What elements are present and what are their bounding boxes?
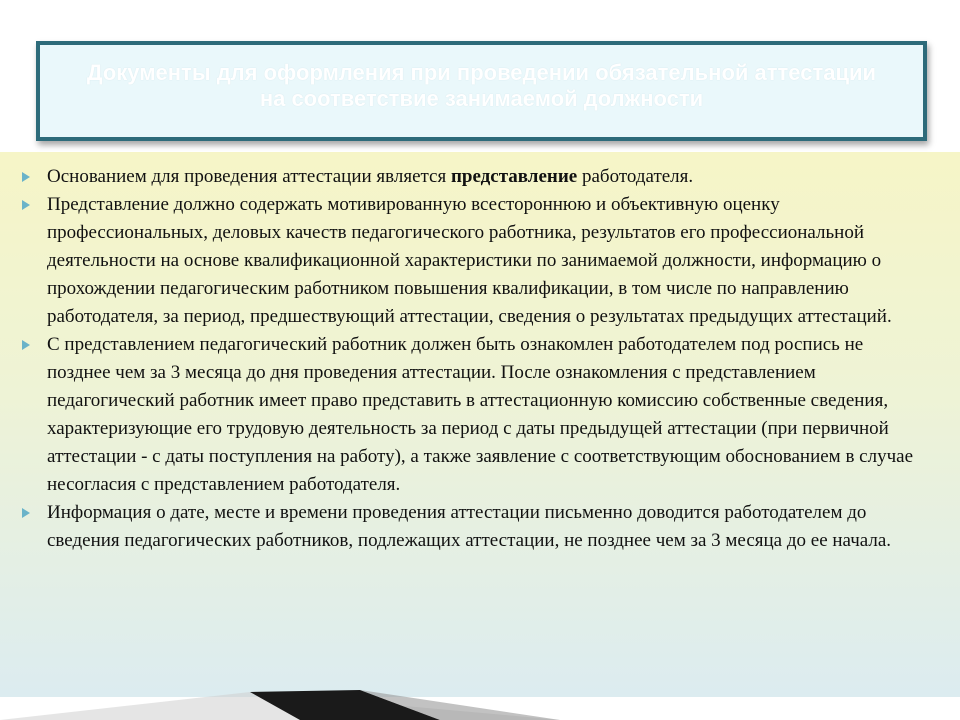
bullet-1-text-end: работодателя. <box>577 166 694 187</box>
bullet-arrow-icon <box>22 172 30 182</box>
bullet-4-text: Информация о дате, месте и времени проведения аттестации письменно доводится работодателем до сведения педагогических работников, подлежащих аттестации, не позднее чем за 3 месяца до ее начала. <box>47 502 892 551</box>
bullet-list <box>22 163 927 555</box>
bullet-item-2 <box>22 191 927 331</box>
decorative-swoosh <box>0 690 960 720</box>
title-box <box>36 41 927 141</box>
bullet-arrow-icon <box>22 508 30 518</box>
bullet-item-4 <box>22 499 927 555</box>
bullet-item-3 <box>22 331 927 499</box>
bullet-arrow-icon <box>22 340 30 350</box>
bullet-1-bold-term: представление <box>450 166 578 187</box>
bullet-3-text: С представлением педагогический работник должен быть ознакомлен работодателем под роспись не позднее чем за 3 месяца до дня проведения аттестации. После ознакомления с представлением педагогический работник имеет право представить в аттестационную комиссию собственные сведения, характеризующие его трудовую деятельность за период с даты предыдущей аттестации (при первичной аттестации - с даты поступления на работу), а также заявление с соответствующим обоснованием в случае несогласия с представлением работодателя. <box>47 334 914 495</box>
bullet-1-text-start: Основанием для проведения аттестации является <box>47 166 451 187</box>
bullet-item-1 <box>22 163 927 191</box>
bullet-2-text: Представление должно содержать мотивированную всестороннюю и объективную оценку профессиональных, деловых качеств педагогического работника, результатов его профессиональной деятельности на основе квалификационной характеристики по занимаемой должности, информацию о прохождении педагогическим работником повышения квалификации, в том числе по направлению работодателя, за период, предшествующий аттестации, сведения о результатах предыдущих аттестаций. <box>47 194 892 327</box>
slide-title: Документы для оформления при проведении обязательной аттестации на соответствие занимаемой должности <box>86 60 877 111</box>
bullet-arrow-icon <box>22 200 30 210</box>
